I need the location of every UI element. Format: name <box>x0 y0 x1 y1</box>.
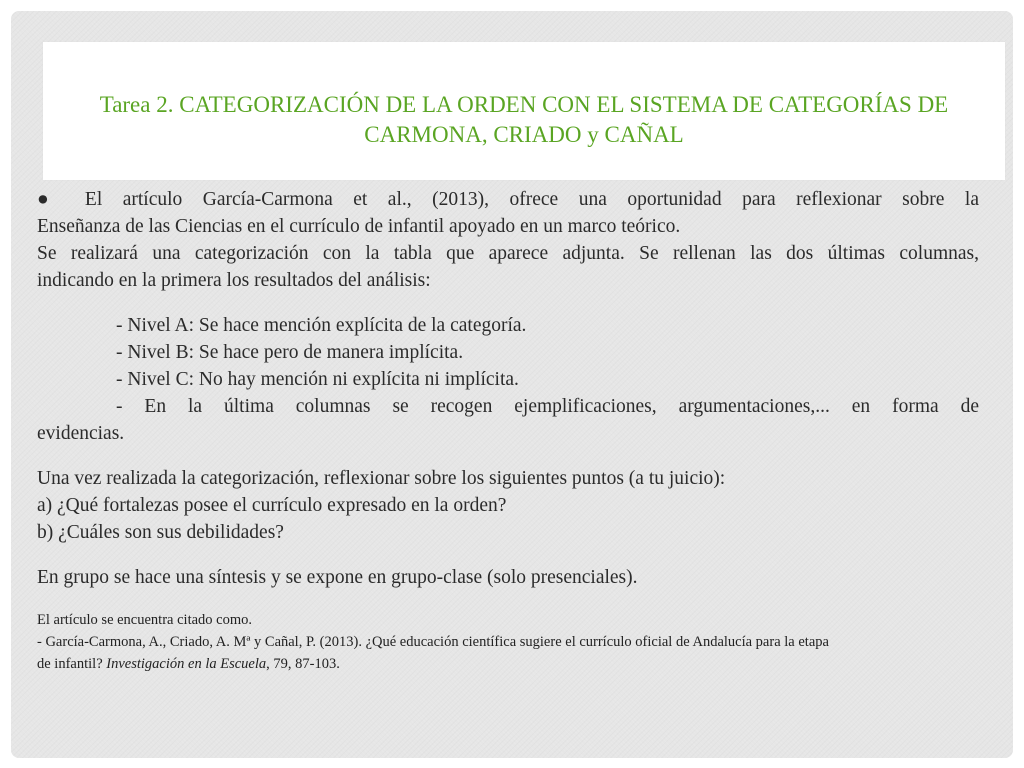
intro-line-2: Enseñanza de las Ciencias en el currículo de infantil apoyado en un marco teórico. <box>37 216 681 237</box>
level-a: - Nivel A: Se hace mención explícita de la categoría. <box>116 315 527 336</box>
level-c: - Nivel C: No hay mención ni explícita ni implícita. <box>116 369 519 390</box>
citation-suffix: , 79, 87-103. <box>266 656 340 672</box>
reflect-intro: Una vez realizada la categorización, reflexionar sobre los siguientes puntos (a tu juicio): <box>37 468 726 489</box>
slide-title: Tarea 2. CATEGORIZACIÓN DE LA ORDEN CON EL SISTEMA DE CATEGORÍAS DE CARMONA, CRIADO y CAÑAL <box>99 92 949 147</box>
group-note: En grupo se hace una síntesis y se expone en grupo-clase (solo presenciales). <box>37 567 638 588</box>
spacer <box>37 447 979 465</box>
slide-body <box>37 186 979 675</box>
spacer <box>37 546 979 564</box>
level-b: - Nivel B: Se hace pero de manera implícita. <box>116 342 464 363</box>
citation-prefix: de infantil? <box>37 656 107 672</box>
citation-intro: El artículo se encuentra citado como. <box>37 612 252 628</box>
citation-journal: Investigación en la Escuela <box>106 656 267 672</box>
citation-line-1: - García-Carmona, A., Criado, A. Mª y Cañal, P. (2013). ¿Qué educación científica sugiere el currículo oficial de Andalucía para la etapa <box>37 634 829 650</box>
last-column-line-1: - En la última columnas se recogen ejemplificaciones, argumentaciones,... en forma de <box>116 396 979 417</box>
last-column-line-2: evidencias. <box>37 423 125 444</box>
intro-line-1: ● El artículo García-Carmona et al., (2013), ofrece una oportunidad para reflexionar sobre la <box>37 189 979 210</box>
question-a: a) ¿Qué fortalezas posee el currículo expresado en la orden? <box>37 495 507 516</box>
title-box <box>43 42 1005 180</box>
question-b: b) ¿Cuáles son sus debilidades? <box>37 522 284 543</box>
spacer <box>37 294 979 312</box>
instructions-line-1: Se realizará una categorización con la tabla que aparece adjunta. Se rellenan las dos últimas columnas, <box>37 243 979 264</box>
instructions-line-2: indicando en la primera los resultados del análisis: <box>37 270 431 291</box>
spacer <box>37 591 979 609</box>
citation-line-2 <box>37 653 979 675</box>
